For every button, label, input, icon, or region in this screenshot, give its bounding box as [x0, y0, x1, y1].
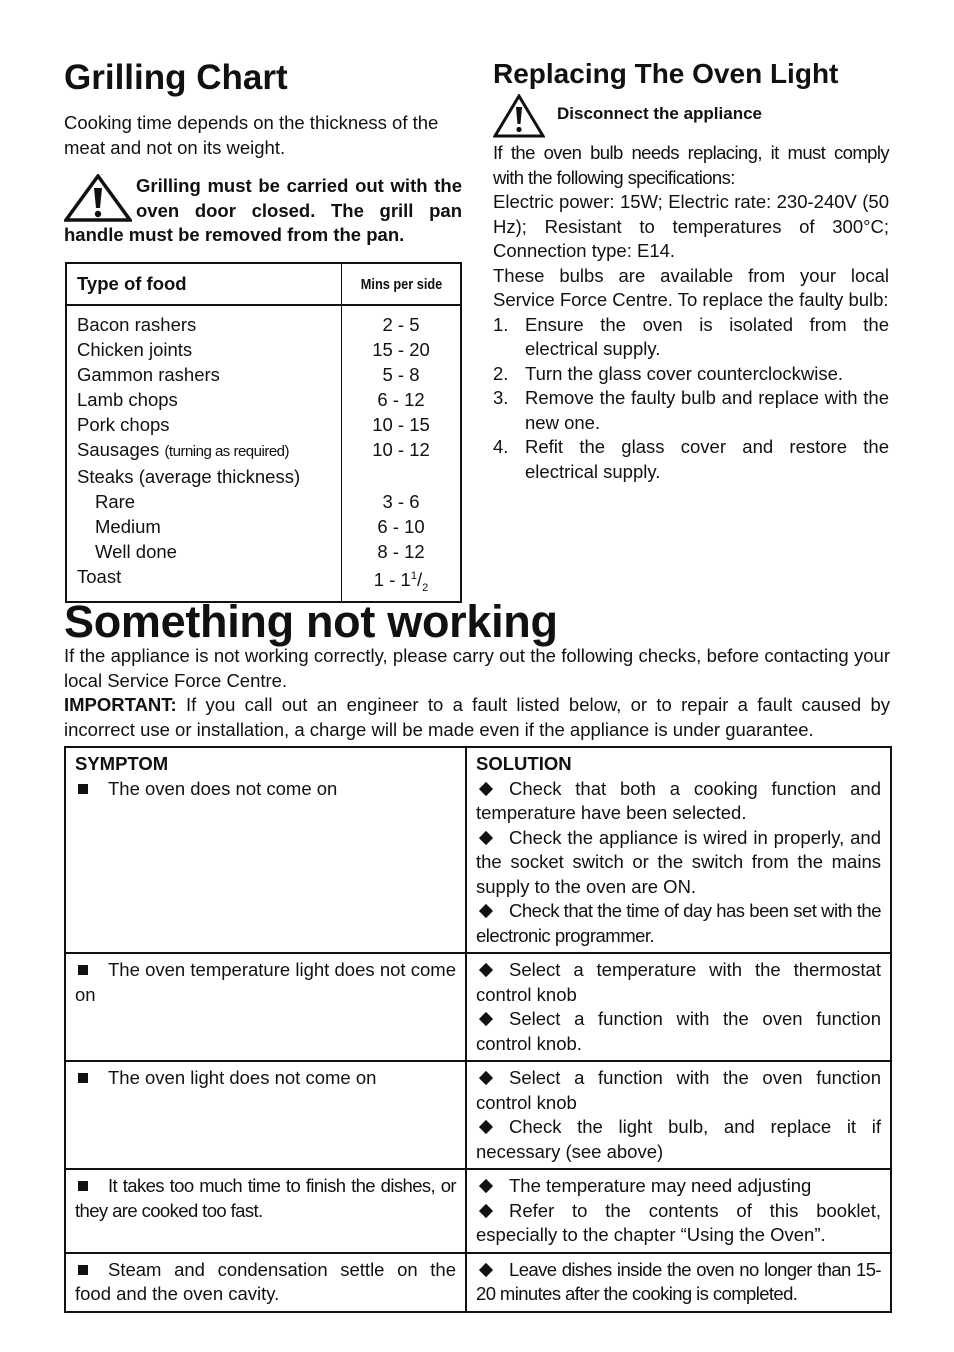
food-mins: 10 - 15	[342, 412, 462, 437]
diamond-bullet-icon	[479, 782, 493, 796]
table-row	[65, 1253, 891, 1312]
solution-item	[476, 1115, 881, 1164]
solution-item	[476, 1199, 881, 1248]
table-row	[66, 337, 461, 362]
symptom-cell	[65, 747, 466, 953]
step-number: 3.	[493, 387, 509, 408]
troubleshooting-table	[64, 746, 892, 1313]
grilling-warning-text: Grilling must be carried out with the oven door closed. The grill pan handle must be removed from the pan.	[64, 175, 462, 245]
diamond-bullet-icon	[479, 1179, 493, 1193]
oven-light-title: Replacing The Oven Light	[493, 58, 839, 89]
list-item	[493, 313, 889, 362]
solution-cell	[466, 1169, 891, 1253]
square-bullet-icon	[78, 1181, 88, 1191]
oven-light-steps	[493, 313, 889, 485]
food-name-cell	[66, 437, 342, 464]
food-name: Lamb chops	[77, 389, 178, 410]
list-item	[493, 386, 889, 435]
grilling-intro: Cooking time depends on the thickness of the meat and not on its weight.	[64, 112, 439, 158]
table-row	[66, 489, 461, 514]
solution-item	[476, 958, 881, 1007]
solution-cell	[466, 953, 891, 1061]
diamond-bullet-icon	[479, 963, 493, 977]
food-name-cell	[66, 489, 342, 514]
step-text: Ensure the oven is isolated from the electrical supply.	[525, 313, 889, 359]
table-row	[65, 1169, 891, 1253]
symptom-text: Steam and condensation settle on the food and the oven cavity.	[75, 1258, 456, 1304]
oven-light-warning-text: Disconnect the appliance	[557, 104, 762, 123]
symptom-text: The oven temperature light does not come on	[75, 959, 456, 1005]
warning-icon	[64, 174, 132, 222]
step-number: 1.	[493, 313, 509, 335]
food-name-cell	[66, 514, 342, 539]
table-row	[65, 747, 891, 953]
solution-text: Check that both a cooking function and temperature have been selected.	[476, 777, 881, 823]
table-row	[66, 539, 461, 564]
table-row	[66, 464, 461, 489]
food-mins: 3 - 6	[342, 489, 462, 514]
solution-item	[476, 1174, 881, 1199]
solution-text: Leave dishes inside the oven no longer than 15-20 minutes after the cooking is completed.	[476, 1258, 881, 1304]
solution-text: Check that the time of day has been set with the electronic programmer.	[476, 900, 881, 946]
food-name: Gammon rashers	[77, 364, 220, 385]
table-row	[66, 387, 461, 412]
oven-light-para2: Electric power: 15W; Electric rate: 230-240V (50 Hz); Resistant to temperatures of 300°C; Connection type: E14.	[493, 191, 889, 261]
food-mins: 8 - 12	[342, 539, 462, 564]
square-bullet-icon	[78, 965, 88, 975]
food-name: Pork chops	[77, 414, 170, 435]
solution-item	[476, 899, 881, 948]
diamond-bullet-icon	[479, 904, 493, 918]
food-mins: 6 - 10	[342, 514, 462, 539]
diamond-bullet-icon	[479, 1120, 493, 1134]
food-name: Well done	[95, 541, 177, 562]
troubleshooting-title: Something not working	[64, 596, 558, 647]
food-name: Sausages	[77, 439, 160, 460]
oven-light-para1: If the oven bulb needs replacing, it must comply with the following specifications:	[493, 142, 889, 188]
symptom-text: It takes too much time to finish the dishes, or they are cooked too fast.	[75, 1175, 456, 1221]
food-mins: 10 - 12	[342, 437, 462, 464]
food-name: Bacon rashers	[77, 314, 197, 335]
food-mins: 6 - 12	[342, 387, 462, 412]
food-mins: 1 - 1	[373, 569, 411, 591]
fraction-denominator: 2	[422, 581, 429, 594]
food-name: Toast	[77, 566, 122, 587]
table-row	[65, 953, 891, 1061]
solution-text: The temperature may need adjusting	[509, 1175, 812, 1196]
table-row	[66, 362, 461, 387]
grilling-chart-title: Grilling Chart	[64, 58, 288, 97]
food-name: Rare	[95, 491, 136, 512]
troubleshooting-intro-block	[64, 644, 890, 742]
solution-item	[476, 1007, 881, 1056]
square-bullet-icon	[78, 1265, 88, 1275]
food-mins: 2 - 5	[342, 305, 462, 337]
solution-text: Check the appliance is wired in properly, and the socket switch or the switch from the mains supply to the oven are ON.	[476, 826, 881, 897]
solution-cell	[466, 1253, 891, 1312]
table-row	[65, 1061, 891, 1169]
symptom-cell	[65, 1061, 466, 1169]
step-text: Refit the glass cover and restore the electrical supply.	[525, 436, 889, 482]
diamond-bullet-icon	[479, 1012, 493, 1026]
food-mins-cell: $1 - 1^1/_2$	[342, 564, 462, 602]
important-text: If you call out an engineer to a fault listed below, or to repair a fault caused by incorrect use or installation, a charge will be made even if the appliance is under guarantee.	[64, 694, 890, 740]
symptom-text: The oven light does not come on	[108, 1067, 377, 1088]
solution-cell	[466, 1061, 891, 1169]
food-mins: 5 - 8	[342, 362, 462, 387]
table-row	[66, 437, 461, 464]
oven-light-para3: These bulbs are available from your local Service Force Centre. To replace the faulty bulb:	[493, 264, 889, 310]
important-label: IMPORTANT:	[64, 694, 177, 715]
solution-text: Select a function with the oven function control knob.	[476, 1008, 881, 1054]
step-text: Turn the glass cover counterclockwise.	[525, 362, 844, 384]
symptom-cell	[65, 1253, 466, 1312]
symptom-text: The oven does not come on	[108, 777, 338, 799]
step-number: 2.	[493, 362, 509, 384]
solution-text: Refer to the contents of this booklet, especially to the chapter “Using the Oven”.	[476, 1199, 881, 1245]
diamond-bullet-icon	[479, 831, 493, 845]
symptom-cell	[65, 953, 466, 1061]
list-item	[493, 362, 889, 387]
table-row	[66, 305, 461, 337]
important-note	[64, 693, 890, 742]
step-text: Remove the faulty bulb and replace with the new one.	[525, 387, 889, 433]
solution-text: Select a temperature with the thermostat control knob	[476, 959, 881, 1005]
symptom-header: SYMPTOM	[75, 753, 169, 774]
solution-text: Check the light bulb, and replace it if necessary (see above)	[476, 1116, 881, 1162]
solution-header: SOLUTION	[476, 753, 572, 774]
fraction-numerator: 1	[410, 570, 417, 582]
food-note: (turning as required)	[164, 443, 290, 460]
food-name: Chicken joints	[77, 339, 193, 360]
step-number: 4.	[493, 436, 509, 457]
col-mins-header: Mins per side	[350, 263, 452, 305]
symptom-cell	[65, 1169, 466, 1253]
oven-light-warning	[493, 94, 893, 138]
food-mins: 15 - 20	[342, 337, 462, 362]
col-food-header: Type of food	[66, 263, 342, 305]
solution-cell	[466, 747, 891, 953]
solution-item	[476, 826, 881, 900]
oven-light-instructions	[493, 141, 889, 484]
diamond-bullet-icon	[479, 1204, 493, 1218]
food-name: Medium	[95, 516, 161, 537]
food-name-cell	[66, 539, 342, 564]
square-bullet-icon	[78, 784, 88, 794]
warning-icon	[493, 94, 545, 138]
table-row	[66, 412, 461, 437]
solution-text: Select a function with the oven function control knob	[476, 1067, 881, 1113]
solution-item	[476, 777, 881, 826]
food-name: Steaks (average thickness)	[77, 466, 301, 487]
square-bullet-icon	[78, 1073, 88, 1083]
diamond-bullet-icon	[479, 1071, 493, 1085]
list-item	[493, 435, 889, 484]
grilling-table	[65, 262, 462, 603]
table-row	[66, 514, 461, 539]
grilling-warning	[64, 174, 462, 248]
solution-item	[476, 1258, 881, 1307]
food-mins	[342, 464, 462, 489]
solution-item	[476, 1066, 881, 1115]
troubleshooting-intro: If the appliance is not working correctly, please carry out the following checks, before contacting your local Service Force Centre.	[64, 645, 890, 691]
diamond-bullet-icon	[479, 1263, 493, 1277]
